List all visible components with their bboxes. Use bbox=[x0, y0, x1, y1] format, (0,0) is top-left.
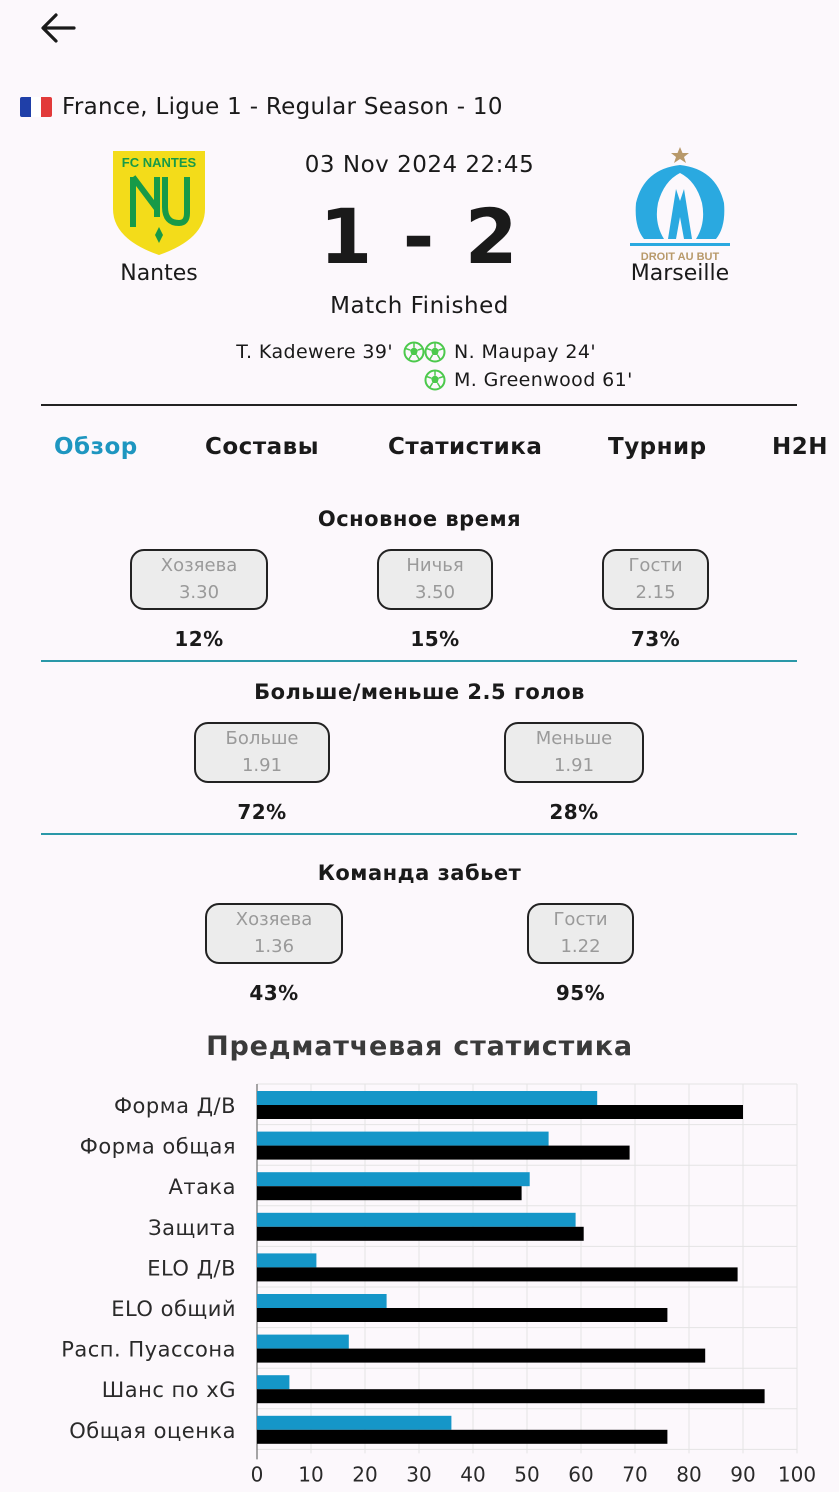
main-market-title: Основное время bbox=[317, 507, 522, 531]
prematch-stats-title: Предматчевая статистика bbox=[206, 1031, 633, 1062]
category-label: Общая оценка bbox=[69, 1418, 236, 1443]
back-button[interactable] bbox=[36, 8, 80, 48]
tab-h2h[interactable]: H2H bbox=[772, 434, 829, 460]
prematch-stats-chart bbox=[0, 1078, 839, 1492]
bar-away bbox=[257, 1349, 705, 1363]
prob-home-scores: 43% bbox=[249, 981, 299, 1005]
bar-home bbox=[257, 1375, 289, 1389]
marseille-crest-icon bbox=[624, 143, 736, 263]
prob-draw: 15% bbox=[410, 627, 460, 651]
category-label: ELO Д/В bbox=[147, 1256, 236, 1281]
bar-home bbox=[257, 1172, 530, 1186]
header-divider bbox=[41, 404, 797, 406]
bar-home bbox=[257, 1416, 451, 1430]
bar-home bbox=[257, 1294, 387, 1308]
match-status: Match Finished bbox=[330, 293, 509, 319]
bar-away bbox=[257, 1267, 738, 1281]
odd-home-button[interactable]: Хозяева 3.30 bbox=[130, 549, 268, 610]
goal-ball-icon bbox=[424, 369, 446, 391]
bar-away bbox=[257, 1186, 522, 1200]
bar-away bbox=[257, 1308, 667, 1322]
odd-under-button[interactable]: Меньше 1.91 bbox=[504, 722, 644, 783]
x-tick-label: 20 bbox=[352, 1462, 378, 1487]
goal-ball-icon bbox=[403, 341, 425, 363]
league-header[interactable] bbox=[20, 94, 503, 120]
x-tick-label: 10 bbox=[298, 1462, 324, 1487]
bar-home bbox=[257, 1253, 316, 1267]
prob-away: 73% bbox=[630, 627, 681, 651]
france-flag-icon bbox=[20, 97, 52, 117]
tab-overview[interactable]: Обзор bbox=[54, 434, 138, 460]
x-tick-label: 90 bbox=[730, 1462, 756, 1487]
odd-draw-button[interactable]: Ничья 3.50 bbox=[377, 549, 493, 610]
away-scorer: M. Greenwood 61' bbox=[424, 369, 633, 391]
x-tick-label: 80 bbox=[676, 1462, 702, 1487]
category-label: ELO общий bbox=[111, 1297, 236, 1321]
bar-away bbox=[257, 1105, 743, 1119]
svg-text:FC NANTES: FC NANTES bbox=[121, 155, 197, 170]
category-label: Форма Д/В bbox=[113, 1094, 236, 1118]
section-divider bbox=[41, 833, 797, 835]
odd-over-button[interactable]: Больше 1.91 bbox=[194, 722, 330, 783]
home-scorer: T. Kadewere 39' bbox=[236, 341, 425, 363]
tab-tournament[interactable]: Турнир bbox=[608, 434, 707, 460]
x-tick-label: 30 bbox=[406, 1462, 432, 1487]
prob-under: 28% bbox=[549, 800, 599, 824]
bar-away bbox=[257, 1146, 630, 1160]
match-datetime: 03 Nov 2024 22:45 bbox=[304, 152, 535, 178]
bar-away bbox=[257, 1430, 667, 1444]
x-tick-label: 0 bbox=[250, 1462, 264, 1487]
odd-away-scores-button[interactable]: Гости 1.22 bbox=[527, 903, 634, 964]
bar-away bbox=[257, 1227, 584, 1241]
x-tick-label: 60 bbox=[568, 1462, 594, 1487]
home-team-name: Nantes bbox=[120, 261, 198, 286]
svg-text:DROIT AU BUT: DROIT AU BUT bbox=[640, 251, 720, 263]
bar-home bbox=[257, 1213, 576, 1227]
prob-over: 72% bbox=[237, 800, 287, 824]
x-tick-label: 100 bbox=[777, 1462, 817, 1487]
category-label: Атака bbox=[168, 1175, 236, 1200]
away-team-name: Marseille bbox=[630, 261, 730, 286]
goal-ball-icon bbox=[424, 341, 446, 363]
x-tick-label: 70 bbox=[622, 1462, 648, 1487]
bar-away bbox=[257, 1389, 765, 1403]
prob-away-scores: 95% bbox=[555, 981, 606, 1005]
match-score: 1 - 2 bbox=[319, 192, 520, 281]
odd-away-button[interactable]: Гости 2.15 bbox=[602, 549, 709, 610]
category-label: Форма общая bbox=[79, 1134, 236, 1159]
arrow-left-icon bbox=[36, 8, 80, 48]
x-tick-label: 50 bbox=[514, 1462, 540, 1487]
team-scores-market-title: Команда забьет bbox=[317, 861, 522, 885]
totals-market-title: Больше/меньше 2.5 голов bbox=[254, 680, 585, 704]
bar-home bbox=[257, 1335, 349, 1349]
odd-home-scores-button[interactable]: Хозяева 1.36 bbox=[205, 903, 343, 964]
bar-home bbox=[257, 1091, 597, 1105]
category-label: Расп. Пуассона bbox=[61, 1337, 236, 1362]
away-scorer: N. Maupay 24' bbox=[424, 341, 596, 363]
league-label: France, Ligue 1 - Regular Season - 10 bbox=[62, 94, 503, 120]
prematch-bar-chart bbox=[0, 1078, 839, 1492]
tab-lineups[interactable]: Составы bbox=[205, 434, 320, 460]
section-divider bbox=[41, 660, 797, 662]
category-label: Защита bbox=[148, 1215, 236, 1240]
bar-home bbox=[257, 1132, 549, 1146]
tab-bar bbox=[0, 434, 839, 468]
prob-home: 12% bbox=[174, 627, 224, 651]
away-team-logo[interactable] bbox=[624, 143, 736, 263]
tab-statistics[interactable]: Статистика bbox=[388, 434, 543, 460]
x-tick-label: 40 bbox=[460, 1462, 486, 1487]
category-label: Шанс по xG bbox=[101, 1378, 236, 1403]
